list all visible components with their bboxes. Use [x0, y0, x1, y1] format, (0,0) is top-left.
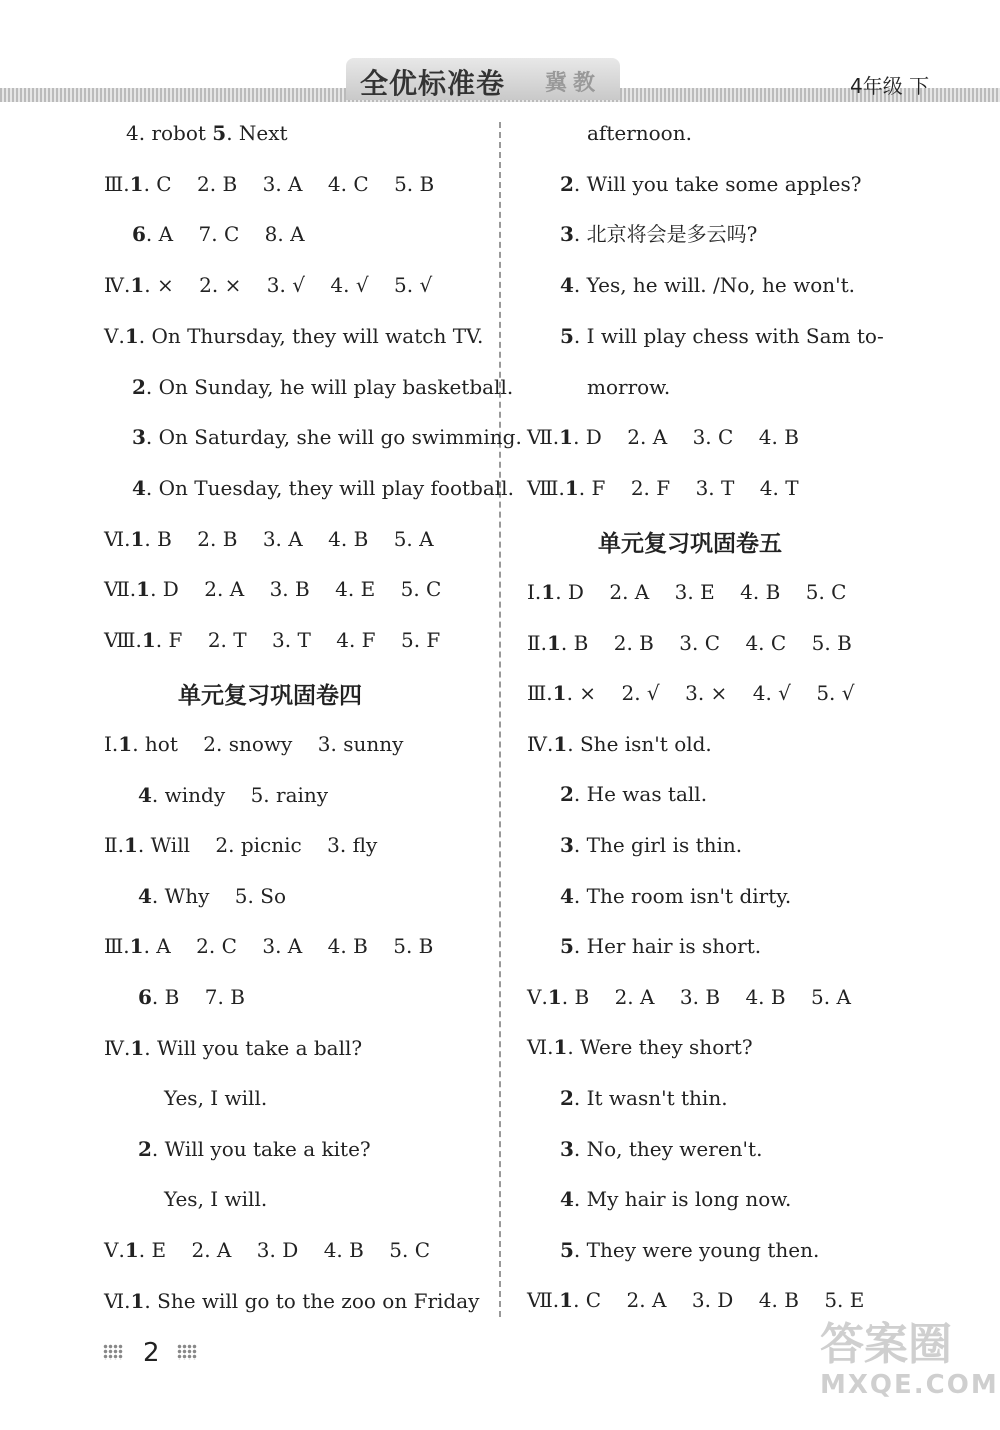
answer-text: . Her hair is short. [573, 934, 762, 959]
answer-text: . She will go to the zoo on Friday [144, 1288, 480, 1313]
section-numeral: Ⅴ. [104, 1238, 125, 1262]
watermark-url: MXQE.COM [820, 1370, 999, 1400]
book-title: 全优标准卷 [360, 67, 506, 100]
answer-line [560, 933, 761, 959]
answer-line [527, 1287, 864, 1313]
answer-line [560, 171, 861, 197]
item-number: 1 [130, 273, 145, 298]
answer-line [104, 1035, 362, 1061]
answer-text: . On Saturday, she will go swimming. [145, 425, 522, 450]
answer-line [560, 1186, 791, 1212]
answer-text: . B 2. A 3. B 4. B 5. A [561, 984, 851, 1009]
item-number: 4 [560, 273, 574, 298]
answer-text: . A 7. C 8. A [145, 222, 305, 247]
answer-text: . F 2. F 3. T 4. T [578, 475, 799, 500]
answer-line [527, 579, 846, 605]
answer-line [527, 424, 799, 450]
item-number: 2 [560, 782, 574, 807]
section-numeral: Ⅳ. [527, 731, 554, 756]
page-dots-left [103, 1344, 123, 1360]
answer-text: . My hair is long now. [573, 1187, 792, 1212]
item-number: 2 [132, 374, 146, 399]
answer-line [104, 731, 403, 757]
answer-text: . On Tuesday, they will play football. [145, 475, 514, 500]
answer-text: . Will you take a ball? [144, 1035, 363, 1060]
item-number: 3 [560, 833, 574, 857]
answer-text: . 北京将会是多云吗? [573, 222, 758, 247]
answer-line [560, 883, 791, 909]
item-number: 4 [138, 883, 152, 908]
answer-text: . Were they short? [567, 1035, 753, 1060]
item-number: 4 [132, 475, 146, 500]
item-number: 1 [141, 628, 156, 652]
item-number: 1 [130, 1288, 145, 1313]
section-numeral: Ⅶ. [527, 1288, 560, 1313]
answer-line [560, 832, 742, 858]
answer-text: . C 2. B 3. A 4. C 5. B [143, 171, 435, 196]
item-number: 6 [132, 222, 146, 247]
item-number: 2 [138, 1136, 152, 1161]
answer-text: . hot 2. snowy 3. sunny [132, 732, 404, 756]
answer-text: . It wasn't thin. [573, 1086, 728, 1110]
answer-line [527, 984, 851, 1010]
section-heading-5: 单元复习巩固卷五 [598, 531, 782, 557]
answer-line [138, 984, 245, 1010]
answer-text: . He was tall. [573, 782, 708, 807]
answer-text: . Will 2. picnic 3. fly [137, 833, 378, 858]
answer-line [104, 1237, 430, 1263]
answer-line [560, 323, 884, 349]
answer-text: . Will you take some apples? [573, 171, 862, 196]
item-number: 1 [136, 577, 151, 602]
item-number: 1 [118, 732, 133, 756]
answer-line [587, 374, 670, 400]
item-number: 2 [560, 1086, 574, 1110]
answer-text: . Why 5. So [151, 883, 286, 908]
answer-text: Yes, I will. [164, 1086, 268, 1111]
answer-text: . D 2. A 3. B 4. E 5. C [150, 577, 442, 602]
answer-text: Yes, I will. [164, 1187, 268, 1212]
answer-text: afternoon. [587, 121, 692, 145]
answer-line [138, 782, 328, 808]
answer-text: . I will play chess with Sam to- [573, 323, 884, 348]
answer-text: . The girl is thin. [573, 833, 743, 857]
answer-line [560, 1237, 819, 1263]
section-numeral: Ⅶ. [527, 425, 560, 450]
answer-line [527, 731, 712, 757]
answer-line [527, 1034, 753, 1060]
page-dots-right [177, 1344, 197, 1360]
section-numeral: Ⅷ. [104, 628, 142, 652]
item-number: 5 [560, 323, 574, 348]
item-number: 3 [560, 222, 574, 247]
answer-line [104, 272, 432, 298]
item-number: 1 [547, 984, 562, 1009]
grade-label: 4年级 下 [850, 74, 930, 98]
answer-line [132, 424, 522, 450]
answer-text: . windy 5. rainy [151, 782, 329, 807]
answer-line [104, 627, 440, 653]
section-numeral: Ⅲ. [527, 681, 553, 706]
answer-line [560, 221, 757, 247]
answer-line [126, 120, 288, 146]
answer-text: . Yes, he will. /No, he won't. [573, 273, 856, 298]
column-divider [499, 122, 501, 1317]
answer-text: . D 2. A 3. C 4. B [573, 425, 799, 450]
answer-text: . B 2. B 3. A 4. B 5. A [144, 526, 434, 551]
answer-text: . Will you take a kite? [151, 1136, 371, 1161]
answer-text: . × 2. × 3. √ 4. √ 5. √ [144, 273, 433, 298]
answer-line [527, 630, 852, 656]
section-numeral: Ⅴ. [104, 323, 125, 348]
answer-line [132, 374, 513, 400]
item-number: 1 [124, 323, 139, 348]
answer-text: morrow. [587, 374, 671, 399]
section-numeral: Ⅷ. [527, 475, 565, 500]
answer-line [138, 883, 286, 909]
answer-line [132, 221, 305, 247]
answer-line [164, 1085, 267, 1111]
answer-line [104, 323, 483, 349]
answer-line [164, 1186, 267, 1212]
answer-text: . No, they weren't. [573, 1136, 763, 1161]
section-numeral: Ⅵ. [104, 526, 131, 551]
item-number: 1 [130, 1035, 145, 1060]
section-numeral: Ⅱ. [527, 630, 547, 655]
answer-text: . She isn't old. [567, 731, 712, 756]
answer-text: . The room isn't dirty. [573, 883, 792, 908]
answer-line [132, 475, 514, 501]
answer-text: . A 2. C 3. A 4. B 5. B [143, 934, 434, 959]
item-number: 5 [212, 121, 227, 145]
answer-text: . E 2. A 3. D 4. B 5. C [138, 1238, 431, 1262]
answer-text: . B 7. B [151, 985, 245, 1009]
section-numeral: Ⅰ. [104, 732, 119, 756]
section-numeral: Ⅵ. [104, 1288, 131, 1313]
answer-line [527, 680, 855, 706]
item-number: 1 [553, 1035, 568, 1060]
item-number: 1 [564, 475, 579, 500]
answer-line [587, 120, 692, 146]
item-number: 4 [138, 782, 152, 807]
item-number: 1 [124, 1238, 139, 1262]
item-number: 1 [552, 681, 567, 706]
section-numeral: Ⅲ. [104, 171, 130, 196]
page-number: 2 [143, 1338, 160, 1368]
answer-line [560, 1085, 728, 1111]
answer-text: . F 2. T 3. T 4. F 5. F [155, 628, 441, 652]
section-numeral: Ⅳ. [104, 273, 131, 298]
item-number: 3 [132, 425, 146, 450]
item-number: 1 [129, 171, 144, 196]
answer-text: . × 2. √ 3. × 4. √ 5. √ [566, 681, 855, 706]
section-numeral: Ⅲ. [104, 934, 130, 959]
section-numeral: Ⅵ. [527, 1035, 554, 1060]
item-number: 1 [129, 934, 144, 959]
answer-text: . On Sunday, he will play basketball. [145, 374, 514, 399]
section-numeral: Ⅱ. [104, 833, 124, 858]
answer-text: . D 2. A 3. E 4. B 5. C [555, 580, 847, 604]
item-number: 3 [560, 1136, 574, 1161]
item-number: 1 [553, 731, 568, 756]
answer-text: . They were young then. [573, 1237, 820, 1262]
answer-line [138, 1136, 371, 1162]
answer-line [104, 526, 434, 552]
section-numeral: Ⅰ. [527, 580, 542, 604]
item-number: 5 [560, 934, 574, 959]
answer-line [560, 272, 855, 298]
answer-line [104, 171, 434, 197]
item-number: 2 [560, 171, 574, 196]
answer-line [104, 832, 377, 858]
answer-text: . Next [226, 121, 288, 145]
section-numeral: Ⅴ. [527, 984, 548, 1009]
answer-line [104, 1288, 479, 1314]
answer-text: . C 2. A 3. D 4. B 5. E [573, 1288, 865, 1313]
item-number: 1 [546, 630, 561, 655]
item-number: 1 [559, 1288, 574, 1313]
item-number: 4 [560, 883, 574, 908]
item-number: 1 [130, 526, 145, 551]
answer-text: . On Thursday, they will watch TV. [138, 323, 484, 348]
answer-line [104, 933, 433, 959]
item-number: 4 [560, 1187, 574, 1212]
answer-line [560, 781, 707, 807]
answer-line [104, 576, 441, 602]
item-number: 5 [560, 1237, 574, 1262]
subject-label: 冀教 [545, 70, 602, 96]
section-numeral: Ⅶ. [104, 577, 137, 602]
item-number: 6 [138, 985, 152, 1009]
section-heading-4: 单元复习巩固卷四 [178, 683, 362, 709]
answer-text: . B 2. B 3. C 4. C 5. B [560, 630, 852, 655]
watermark [820, 1320, 999, 1400]
section-numeral: 4. robot [126, 121, 213, 145]
answer-line [527, 475, 799, 501]
item-number: 1 [123, 833, 138, 858]
answer-line [560, 1136, 762, 1162]
item-number: 1 [559, 425, 574, 450]
item-number: 1 [541, 580, 556, 604]
watermark-logo-text: 答案圈 [820, 1319, 952, 1370]
section-numeral: Ⅳ. [104, 1035, 131, 1060]
